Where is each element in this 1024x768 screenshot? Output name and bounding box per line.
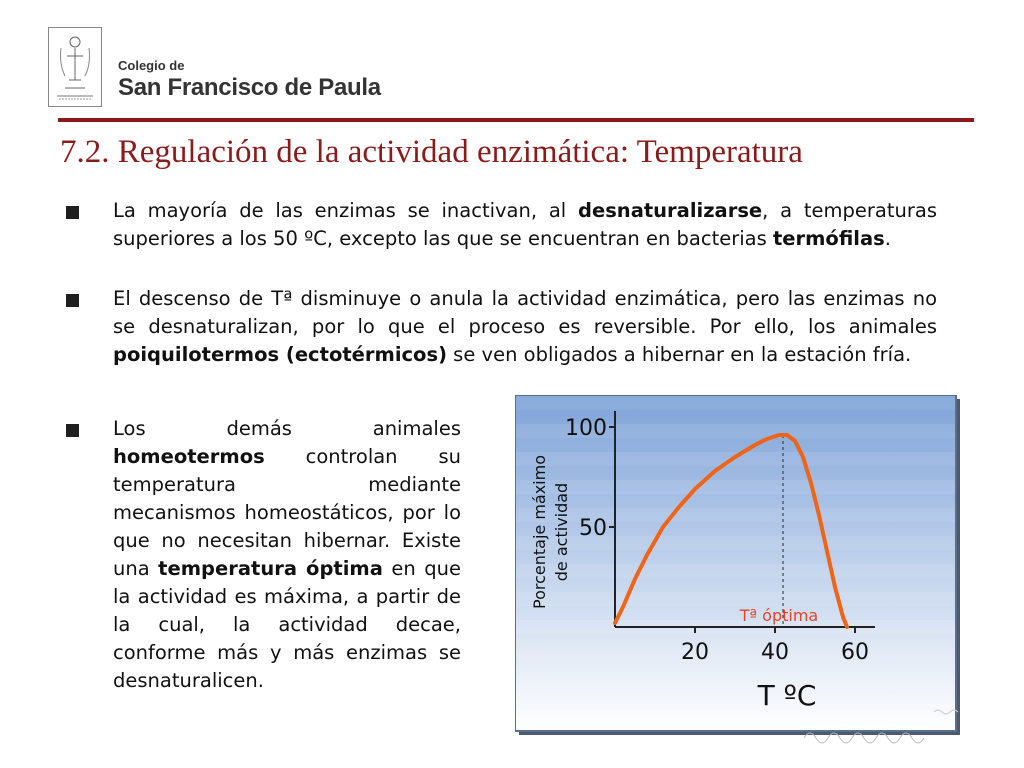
bullet-1-text-c: . <box>884 227 891 250</box>
y-axis-label-line-2: de actividad <box>552 482 571 582</box>
logo-line-2: San Francisco de Paula <box>118 74 381 101</box>
x-tick-label: 20 <box>681 640 709 665</box>
bullet-2-text-b: se ven obligados a hibernar en la estación fría. <box>446 343 912 366</box>
x-tick-label: 60 <box>841 640 869 665</box>
chart-svg <box>515 395 960 735</box>
x-tick-label: 40 <box>761 640 789 665</box>
logo-text <box>118 58 381 102</box>
bullet-1-text-a: La mayoría de las enzimas se inactivan, al <box>113 199 579 222</box>
chart-band <box>516 592 955 606</box>
bullet-paragraph-1 <box>113 197 937 253</box>
x-axis-label: T ºC <box>757 679 817 712</box>
logo-emblem-icon <box>49 28 101 106</box>
bullet-1-bold-a: desnaturalizarse <box>578 199 763 222</box>
bullet-1-text-b: , a temperaturas superiores a los 50 ºC, excepto las que se encuentran en bacterias <box>113 199 937 250</box>
bullet-3-text-a: Los demás animales <box>113 417 461 440</box>
chart-band <box>516 648 955 662</box>
chart-band <box>516 564 955 578</box>
enzyme-activity-chart <box>515 395 960 735</box>
logo-line-1: Colegio de <box>118 58 185 73</box>
bullet-icon <box>66 206 79 219</box>
chart-band <box>516 480 955 494</box>
decorative-scribble <box>784 698 984 758</box>
title-divider <box>58 118 974 122</box>
school-logo <box>48 27 102 107</box>
y-tick-label: 50 <box>579 516 607 541</box>
bullet-3-text-b: controlan su temperatura mediante mecanismos homeostáticos, por lo que no necesitan hibernar. Existe una <box>113 445 461 580</box>
page-title: 7.2. Regulación de la actividad enzimática: Temperatura <box>60 134 803 170</box>
bullet-icon <box>66 424 79 437</box>
y-axis-label-line-1: Porcentaje máximo <box>530 454 549 610</box>
bullet-paragraph-2 <box>113 285 937 369</box>
bullet-paragraph-3 <box>113 415 461 695</box>
bullet-icon <box>66 294 79 307</box>
bullet-2-text-a: El descenso de Tª disminuye o anula la actividad enzimática, pero las enzimas no se desnaturalizan, por lo que el proceso es reversible. Por ello, los animales <box>113 287 937 338</box>
bullet-3-text-c: en que la actividad es máxima, a partir de la cual, la actividad decae, conforme más y más enzimas se desnaturalicen. <box>113 557 461 692</box>
optimum-annotation: Tª óptima <box>739 606 819 625</box>
bullet-2-bold-a: poiquilotermos (ectotérmicos) <box>113 343 447 366</box>
y-tick-label: 100 <box>565 416 607 441</box>
bullet-1-bold-b: termófilas <box>772 227 885 250</box>
chart-band <box>516 396 955 410</box>
bullet-3-bold-b: temperatura óptima <box>158 557 383 580</box>
chart-band <box>516 676 955 690</box>
bullet-3-bold-a: homeotermos <box>113 445 265 468</box>
